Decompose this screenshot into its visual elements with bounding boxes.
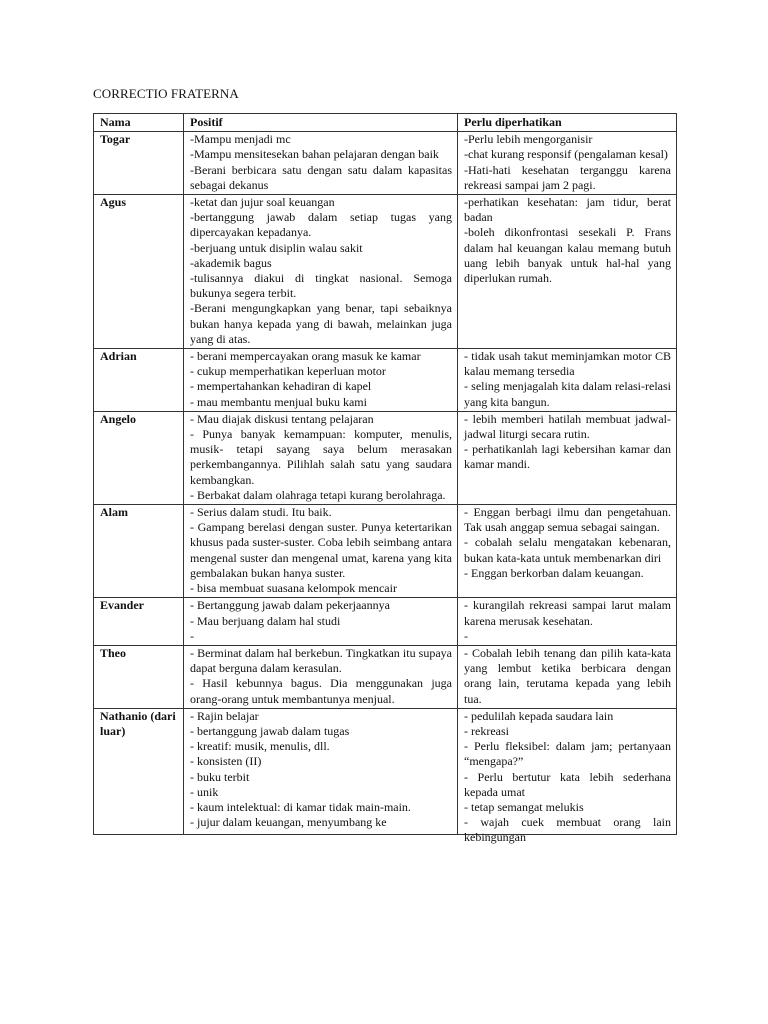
positif-item: - berani mempercayakan orang masuk ke kamar	[190, 349, 421, 364]
perlu-item: - Cobalah lebih tenang dan pilih kata-kata yang lembut ketika berbicara dengan orang lain, terutama kepada yang lebih tua.	[464, 645, 671, 706]
row-name: Alam	[94, 505, 184, 598]
perlu-item: -Perlu lebih mengorganisir	[464, 132, 593, 147]
row-name: Agus	[94, 195, 184, 349]
row-name: Nathanio (dari luar)	[94, 708, 184, 834]
perlu-item: - perhatikanlah lagi kebersihan kamar dan kamar mandi.	[464, 442, 671, 472]
positif-item: -bertanggung jawab dalam setiap tugas yang dipercayakan kepadanya.	[190, 210, 452, 240]
perlu-item: - kurangilah rekreasi sampai larut malam karena merusak kesehatan.	[464, 598, 671, 628]
perlu-item: - tetap semangat melukis	[464, 799, 584, 814]
positif-item: - Mau berjuang dalam hal studi	[190, 613, 341, 628]
positif-cell	[184, 195, 458, 349]
perlu-item: - Enggan berkorban dalam keuangan.	[464, 565, 644, 580]
table-header-row	[94, 114, 677, 132]
positif-cell	[184, 132, 458, 195]
header-perlu-diperhatikan: Perlu diperhatikan	[458, 114, 677, 132]
row-name: Adrian	[94, 349, 184, 412]
perlu-diperhatikan-cell	[458, 505, 677, 598]
positif-cell	[184, 645, 458, 708]
positif-item: -ketat dan jujur soal keuangan	[190, 195, 335, 210]
positif-item: - Punya banyak kemampuan: komputer, menulis, musik- tetapi sayang saya belum merasakan perkembangannya. Pilihlah salah satu yang saudara kembangkan.	[190, 427, 452, 487]
positif-item: - buku terbit	[190, 769, 250, 784]
positif-item: - Serius dalam studi. Itu baik.	[190, 505, 332, 520]
positif-item: - kaum intelektual: di kamar tidak main-main.	[190, 799, 411, 814]
table-row	[94, 132, 677, 195]
row-name: Togar	[94, 132, 184, 195]
table-row	[94, 195, 677, 349]
positif-item: - Berminat dalam hal berkebun. Tingkatkan itu supaya dapat berguna dalam kerasulan.	[190, 645, 452, 676]
perlu-item: -Hati-hati kesehatan terganggu karena rekreasi sampai jam 2 pagi.	[464, 162, 671, 192]
perlu-item: - cobalah selalu mengatakan kebenaran, bukan kata-kata untuk membenarkan diri	[464, 535, 671, 565]
perlu-item: - Enggan berbagi ilmu dan pengetahuan. Tak usah anggap semua sebagai saingan.	[464, 505, 671, 535]
positif-item: - bertanggung jawab dalam tugas	[190, 723, 350, 738]
positif-item: -	[190, 628, 194, 643]
positif-item: - Hasil kebunnya bagus. Dia menggunakan juga orang-orang untuk membantunya menjual.	[190, 676, 452, 706]
table-row	[94, 645, 677, 708]
positif-cell	[184, 598, 458, 646]
perlu-diperhatikan-cell	[458, 195, 677, 349]
perlu-item: - seling menjagalah kita dalam relasi-relasi yang kita bangun.	[464, 379, 671, 409]
header-nama: Nama	[94, 114, 184, 132]
table-row	[94, 598, 677, 646]
positif-item: - Berbakat dalam olahraga tetapi kurang berolahraga.	[190, 487, 446, 502]
positif-item: - mempertahankan kehadiran di kapel	[190, 379, 372, 394]
document-title: CORRECTIO FRATERNA	[93, 86, 239, 101]
perlu-item: - Perlu fleksibel: dalam jam; pertanyaan “mengapa?”	[464, 739, 671, 769]
perlu-item: - Perlu bertutur kata lebih sederhana kepada umat	[464, 769, 671, 799]
positif-item: -Mampu mensitesekan bahan pelajaran dengan baik	[190, 147, 439, 162]
perlu-diperhatikan-cell	[458, 708, 677, 845]
perlu-item: - tidak usah takut meminjamkan motor CB kalau memang tersedia	[464, 349, 671, 379]
positif-cell	[184, 708, 458, 834]
row-name: Evander	[94, 598, 184, 646]
table-row	[94, 349, 677, 412]
perlu-item: -perhatikan kesehatan: jam tidur, berat badan	[464, 195, 671, 225]
positif-item: -tulisannya diakui di tingkat nasional. Semoga bukunya segera terbit.	[190, 271, 452, 301]
positif-item: - Rajin belajar	[190, 708, 259, 723]
perlu-diperhatikan-cell	[458, 132, 677, 195]
header-positif: Positif	[184, 114, 458, 132]
table-row	[94, 708, 677, 834]
positif-item: - Mau diajak diskusi tentang pelajaran	[190, 411, 374, 426]
row-name: Angelo	[94, 411, 184, 504]
perlu-diperhatikan-cell	[458, 645, 677, 708]
positif-item: -Mampu menjadi mc	[190, 132, 291, 147]
positif-item: - Bertanggung jawab dalam pekerjaannya	[190, 598, 390, 613]
positif-cell	[184, 505, 458, 598]
positif-item: - jujur dalam keuangan, menyumbang ke	[190, 815, 387, 830]
positif-cell	[184, 349, 458, 412]
perlu-diperhatikan-cell	[458, 598, 677, 646]
table-body	[94, 132, 677, 845]
perlu-item: - rekreasi	[464, 723, 509, 738]
positif-item: -berjuang untuk disiplin walau sakit	[190, 240, 363, 255]
perlu-diperhatikan-cell	[458, 349, 677, 412]
perlu-item: - pedulilah kepada saudara lain	[464, 708, 614, 723]
positif-item: - mau membantu menjual buku kami	[190, 394, 367, 409]
positif-item: -Berani berbicara satu dengan satu dalam kapasitas sebagai dekanus	[190, 162, 452, 192]
table-row	[94, 411, 677, 504]
positif-item: - Gampang berelasi dengan suster. Punya ketertarikan khusus pada suster-suster. Coba lebih seimbang antara mengenal suster dan mengenal umat, karena yang kita gembalakan bukan hanya suster.	[190, 520, 452, 580]
positif-item: - konsisten (II)	[190, 754, 262, 769]
perlu-item: - wajah cuek membuat orang lain kebingungan	[464, 815, 671, 845]
table-row	[94, 505, 677, 598]
positif-cell	[184, 411, 458, 504]
positif-item: - cukup memperhatikan keperluan motor	[190, 364, 386, 379]
row-name: Theo	[94, 645, 184, 708]
perlu-item: -chat kurang responsif (pengalaman kesal)	[464, 147, 668, 162]
perlu-item: -	[464, 628, 468, 643]
perlu-diperhatikan-cell	[458, 411, 677, 504]
perlu-item: - lebih memberi hatilah membuat jadwal-jadwal liturgi secara rutin.	[464, 411, 671, 442]
perlu-item: -boleh dikonfrontasi sesekali P. Frans dalam hal keuangan kalau memang butuh uang lebih banyak untuk hal-hal yang diperlukan rumah.	[464, 225, 671, 286]
positif-item: -akademik bagus	[190, 255, 272, 270]
correctio-table	[93, 113, 677, 845]
positif-item: - bisa membuat suasana kelompok mencair	[190, 581, 397, 596]
positif-item: -Berani mengungkapkan yang benar, tapi sebaiknya bukan hanya kepada yang di bawah, melainkan juga yang di atas.	[190, 301, 452, 346]
positif-item: - unik	[190, 784, 219, 799]
positif-item: - kreatif: musik, menulis, dll.	[190, 739, 330, 754]
